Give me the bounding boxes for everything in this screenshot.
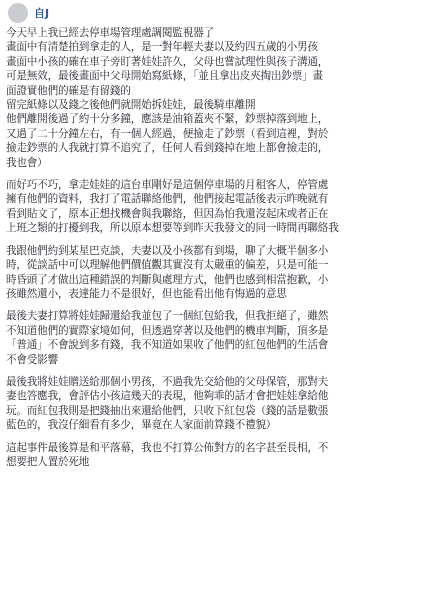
post-line: 不會受影響	[6, 353, 58, 366]
post-line: 玩。而紅包我則是把錢抽出來還給他們，只收下紅包袋（錢的話是數張	[6, 404, 329, 417]
post-line: 不知道他們的實際家境如何，但透過穿著以及他們的機車判斷，頂多是	[6, 324, 329, 337]
post-line: 妻也答應我，會評估小孩這幾天的表現，他夠乖的話才會把娃娃拿給他	[6, 390, 329, 403]
post-line: 他們離開後過了約十分多鐘，應該是油箱蓋夾不緊，鈔票掉落到地上，	[6, 113, 329, 126]
post-line: 想要把人置於死地	[6, 455, 90, 468]
paragraph-2	[6, 178, 441, 236]
post-line: 這起事件最後算是和平落幕，我也不打算公佈對方的名字甚至長相，不	[6, 441, 329, 454]
post-line: 留完紙條以及錢之後他們就開始拆娃娃，最後騎車離開	[6, 99, 256, 112]
post-line: 時昏頭了才做出這種錯誤的判斷與處理方式，他們也感到相當抱歉，小	[6, 273, 329, 286]
post-line: 最後夫妻打算將娃娃歸還給我並包了一個紅包給我，但我拒絕了，雖然	[6, 310, 329, 323]
post-line: 我也會）	[6, 156, 48, 169]
post-line: 「普通」不會說到多有錢，我不知道如果收了他們的紅包他們的生活會	[6, 339, 329, 352]
paragraph-4	[6, 309, 441, 367]
post-line: 畫面中小孩的確在車子旁盯著娃娃許久，父母也嘗試理性與孩子溝通，	[6, 55, 329, 68]
post-line: 上班之類的打擾到我，所以原本想要等到昨天我發文的同一時間再聯絡我	[6, 222, 339, 235]
post-line: 今天早上我已經去停車場管理處調閱監視器了	[6, 27, 214, 39]
post-line: 最後我將娃娃贈送給那個小男孩，不過我先交給他的父母保管，那對夫	[6, 375, 329, 388]
post-header	[0, 0, 447, 26]
paragraph-5	[6, 375, 441, 433]
paragraph-6	[6, 441, 441, 470]
post-line: 可是無效，最後畫面中父母開始寫紙條，「並且拿出皮夾掏出鈔票」畫	[6, 70, 323, 83]
post-line: 擁有他們的資料，我打了電話聯絡他們，他們接起電話後表示昨晚就有	[6, 193, 329, 206]
post-line: 又過了二十分鐘左右，有一個人經過，便撿走了鈔票（看到這裡，對於	[6, 127, 329, 140]
post-line: 時，從談話中可以理解他們價值觀其實沒有太嚴重的偏差，只是可能一	[6, 259, 329, 272]
post-line: 而好巧不巧，拿走娃娃的這台車剛好是這個停車場的月租客人，停管處	[6, 179, 329, 192]
paragraph-1	[6, 26, 441, 170]
author-name[interactable]: 自J	[34, 7, 50, 20]
post-line: 我跟他們約到某星巴克談，夫妻以及小孩都有到場，聊了大概半個多小	[6, 244, 329, 257]
post-line: 孩雖然還小，表達能力不是很好，但也能看出他有悔過的意思	[6, 287, 287, 300]
post-line: 看到貼文了，原本正想找機會與我聯絡，但因為怕我還沒起床或者正在	[6, 207, 329, 220]
paragraph-3	[6, 244, 441, 302]
post-line: 藍色的，我沒仔細看有多少，畢竟在人家面前算錢不禮貌）	[6, 419, 277, 432]
post-line: 撿走鈔票的人我就打算不追究了，任何人看到錢掉在地上都會撿走的，	[6, 142, 329, 155]
post-line: 面證實他們的確是有留錢的	[6, 84, 131, 97]
avatar[interactable]	[8, 3, 28, 23]
post-line: 畫面中有清楚拍到拿走的人，是一對年輕夫妻以及約四五歲的小男孩	[6, 41, 318, 54]
post-body	[0, 26, 447, 469]
